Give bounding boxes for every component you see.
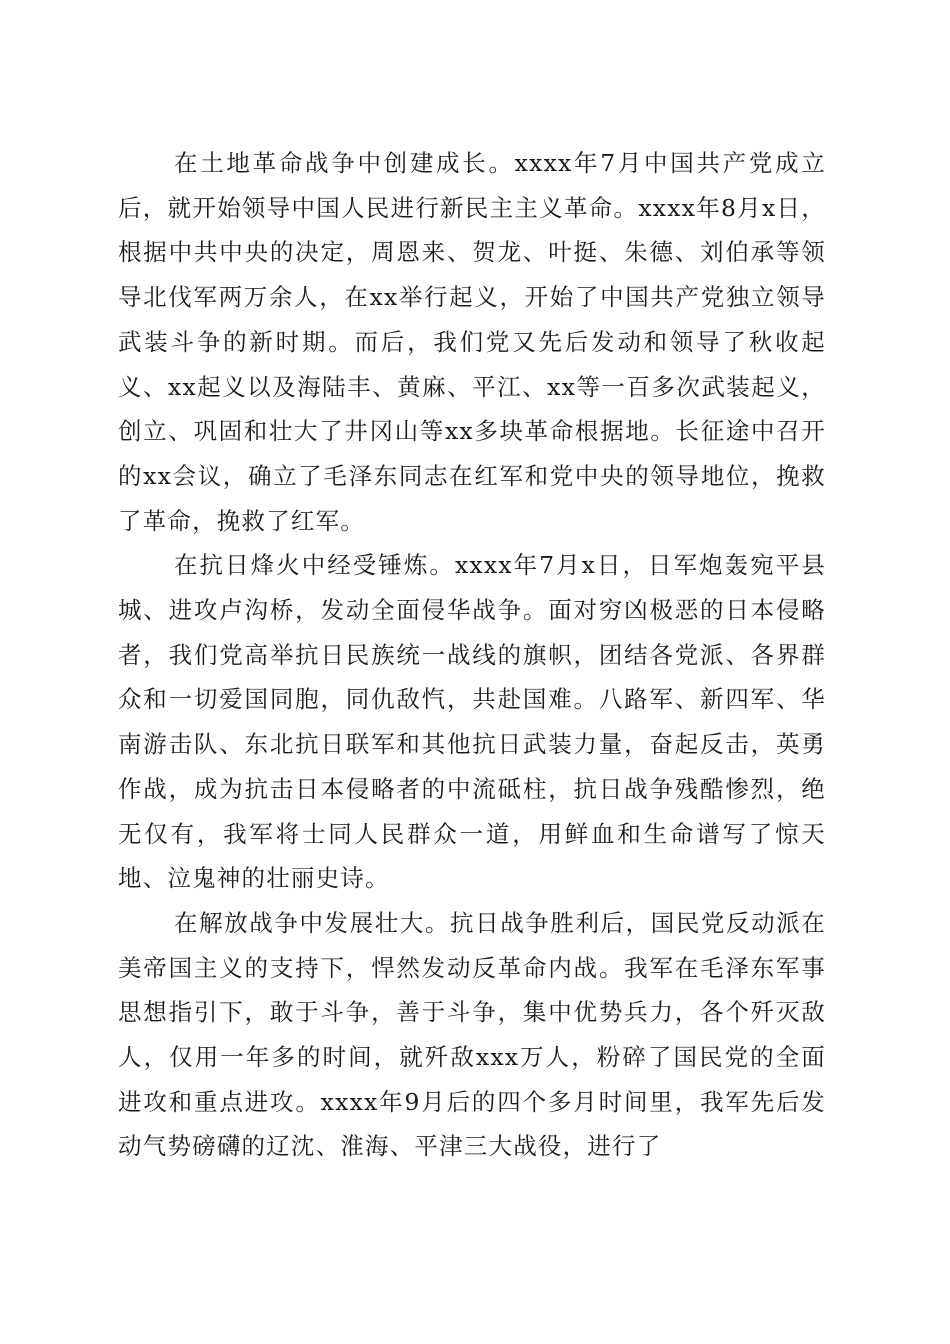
document-body	[118, 141, 826, 1169]
paragraph-anti-japanese-war: 在抗日烽火中经受锤炼。xxxx年7月x日，日军炮轰宛平县城、进攻卢沟桥，发动全面侵华战争。面对穷凶极恶的日本侵略者，我们党高举抗日民族统一战线的旗帜，团结各党派、各界群众和一切爱国同胞，同仇敌忾，共赴国难。八路军、新四军、华南游击队、东北抗日联军和其他抗日武装力量，奋起反击，英勇作战，成为抗击日本侵略者的中流砥柱，抗日战争残酷惨烈，绝无仅有，我军将士同人民群众一道，用鲜血和生命谱写了惊天地、泣鬼神的壮丽史诗。	[118, 551, 826, 893]
paragraph-land-revolution: 在土地革命战争中创建成长。xxxx年7月中国共产党成立后，就开始领导中国人民进行新民主主义革命。xxxx年8月x日，根据中共中央的决定，周恩来、贺龙、叶挺、朱德、刘伯承等领导北伐军两万余人，在xx举行起义，开始了中国共产党独立领导武装斗争的新时期。而后，我们党又先后发动和领导了秋收起义、xx起义以及海陆丰、黄麻、平江、xx等一百多次武装起义，创立、巩固和壮大了井冈山等xx多块革命根据地。长征途中召开的xx会议，确立了毛泽东同志在红军和党中央的领导地位，挽救了革命，挽救了红军。	[118, 149, 826, 535]
paragraph-liberation-war: 在解放战争中发展壮大。抗日战争胜利后，国民党反动派在美帝国主义的支持下，悍然发动反革命内战。我军在毛泽东军事思想指引下，敢于斗争，善于斗争，集中优势兵力，各个歼灭敌人，仅用一年多的时间，就歼敌xxx万人，粉碎了国民党的全面进攻和重点进攻。xxxx年9月后的四个多月时间里，我军先后发动气势磅礴的辽沈、淮海、平津三大战役，进行了	[118, 908, 826, 1161]
